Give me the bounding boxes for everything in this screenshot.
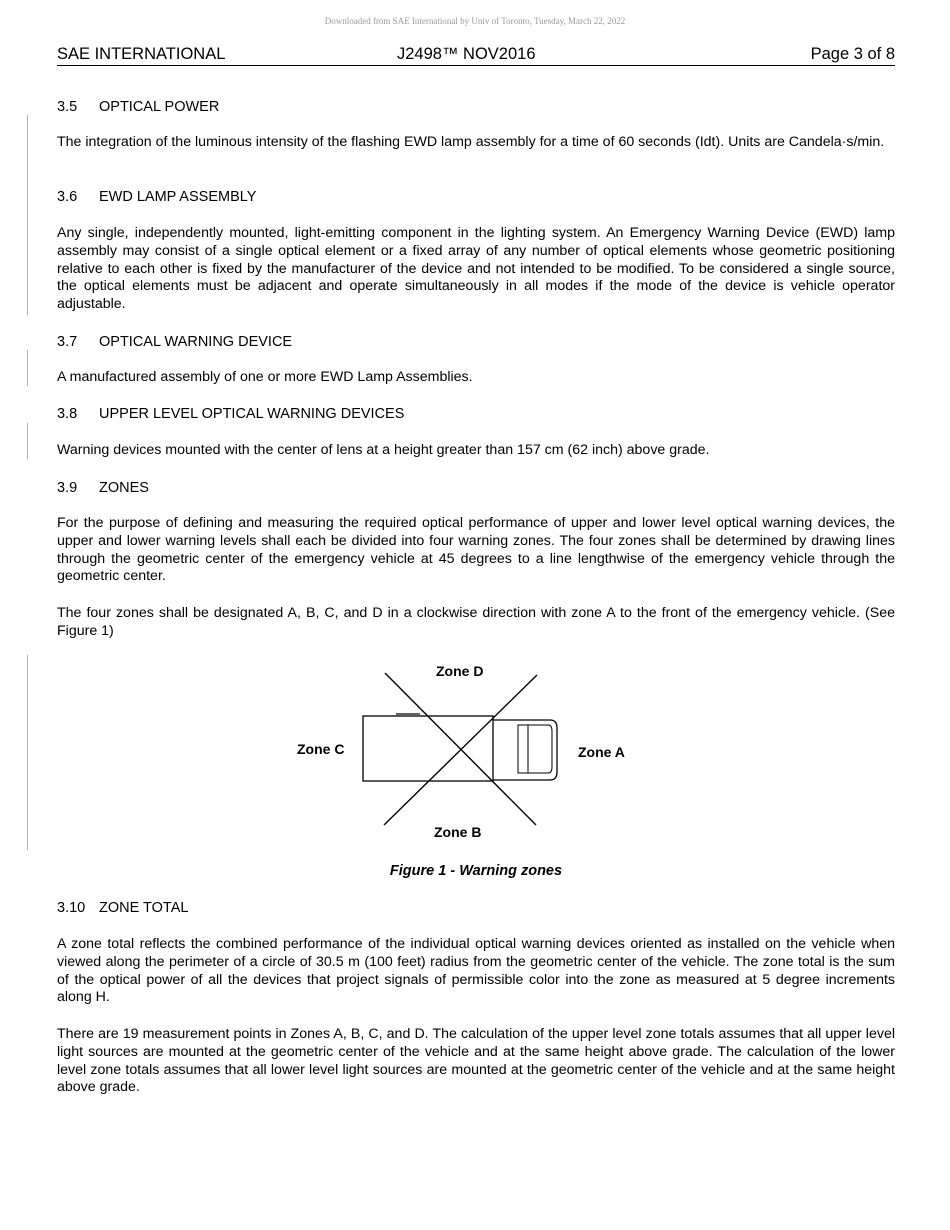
paragraph-zones-definition: For the purpose of defining and measuring the required optical performance of upper and lower level optical warning devices, the upper and lower warning levels shall each be divided into four warning zones. The four zones shall be determined by drawing lines through the geometric center of the emergency vehicle at 45 degrees to a line lengthwise of the emergency vehicle through the geometric center.: [57, 515, 895, 585]
figure-caption: Figure 1 - Warning zones: [389, 863, 563, 879]
change-bar: [27, 115, 28, 315]
zone-c-label: Zone C: [297, 741, 345, 757]
header-doc-id: J2498™ NOV2016: [397, 45, 536, 63]
section-number: 3.10: [57, 900, 86, 916]
download-watermark: Downloaded from SAE International by Univ of Toronto, Tuesday, March 22, 2022: [324, 16, 626, 26]
paragraph-ewd-lamp-assembly: Any single, independently mounted, light-emitting component in the lighting system. An Emergency Warning Device (EWD) lamp assembly may consist of a single optical element or a fixed array of any number of optical elements whose geometric positioning relative to each other is fixed by the manufacturer of the device and not intended to be modified. To be considered a single source, the optical elements must be adjacent and operate simultaneously in all modes if the mode of the device is vehicle operator adjustable.: [57, 225, 895, 313]
section-title: OPTICAL POWER: [99, 99, 220, 115]
vehicle-cab: [493, 720, 557, 780]
zone-a-label: Zone A: [578, 744, 625, 760]
paragraph-zone-total: A zone total reflects the combined performance of the individual optical warning devices oriented as installed on the vehicle when viewed along the perimeter of a circle of 30.5 m (100 feet) radius from the geometric center of the vehicle. The zone total is the sum of the optical power of all the devices that project signals of permissible color into the zone as measured at 5 degree increments along H.: [57, 936, 895, 1006]
section-heading-3-6: [57, 189, 895, 205]
section-number: 3.8: [57, 406, 78, 422]
vehicle-hood: [528, 725, 552, 773]
section-heading-3-8: [57, 406, 895, 422]
header-page-number: Page 3 of 8: [810, 45, 895, 63]
page-header: [57, 44, 895, 66]
section-number: 3.5: [57, 99, 78, 115]
paragraph-upper-level-devices: Warning devices mounted with the center of lens at a height greater than 157 cm (62 inch) above grade.: [57, 442, 710, 458]
zone-b-label: Zone B: [434, 824, 482, 840]
change-bar: [27, 350, 28, 386]
change-bar: [27, 423, 28, 459]
section-title: UPPER LEVEL OPTICAL WARNING DEVICES: [99, 406, 405, 422]
section-title: ZONE TOTAL: [99, 900, 189, 916]
section-heading-3-10: [57, 900, 895, 916]
section-title: OPTICAL WARNING DEVICE: [99, 334, 293, 350]
paragraph-optical-warning-device: A manufactured assembly of one or more EWD Lamp Assemblies.: [57, 369, 473, 385]
zone-d-label: Zone D: [436, 663, 484, 679]
section-number: 3.9: [57, 480, 78, 496]
figure-warning-zones: [290, 655, 640, 850]
section-heading-3-5: [57, 99, 895, 115]
warning-zones-diagram: [290, 655, 640, 850]
vehicle-body: [363, 716, 493, 781]
section-heading-3-7: [57, 334, 895, 350]
vehicle-windshield: [518, 725, 528, 773]
section-title: ZONES: [99, 480, 149, 496]
section-title: EWD LAMP ASSEMBLY: [99, 189, 257, 205]
header-org: SAE INTERNATIONAL: [57, 45, 226, 63]
section-number: 3.6: [57, 189, 78, 205]
section-number: 3.7: [57, 334, 78, 350]
paragraph-optical-power: The integration of the luminous intensity of the flashing EWD lamp assembly for a time of 60 seconds (Idt). Units are Candela·s/min.: [57, 134, 885, 150]
change-bar: [27, 655, 28, 850]
paragraph-zones-designation: The four zones shall be designated A, B, C, and D in a clockwise direction with zone A to the front of the emergency vehicle. (See Figure 1): [57, 605, 895, 639]
paragraph-measurement-points: There are 19 measurement points in Zones A, B, C, and D. The calculation of the upper level zone totals assumes that all upper level light sources are mounted at the geometric center of the vehicle and at the same height above grade. The calculation of the lower level zone totals assumes that all lower level light sources are mounted at the geometric center of the vehicle and at the same height above grade.: [57, 1026, 895, 1096]
section-heading-3-9: [57, 480, 895, 496]
